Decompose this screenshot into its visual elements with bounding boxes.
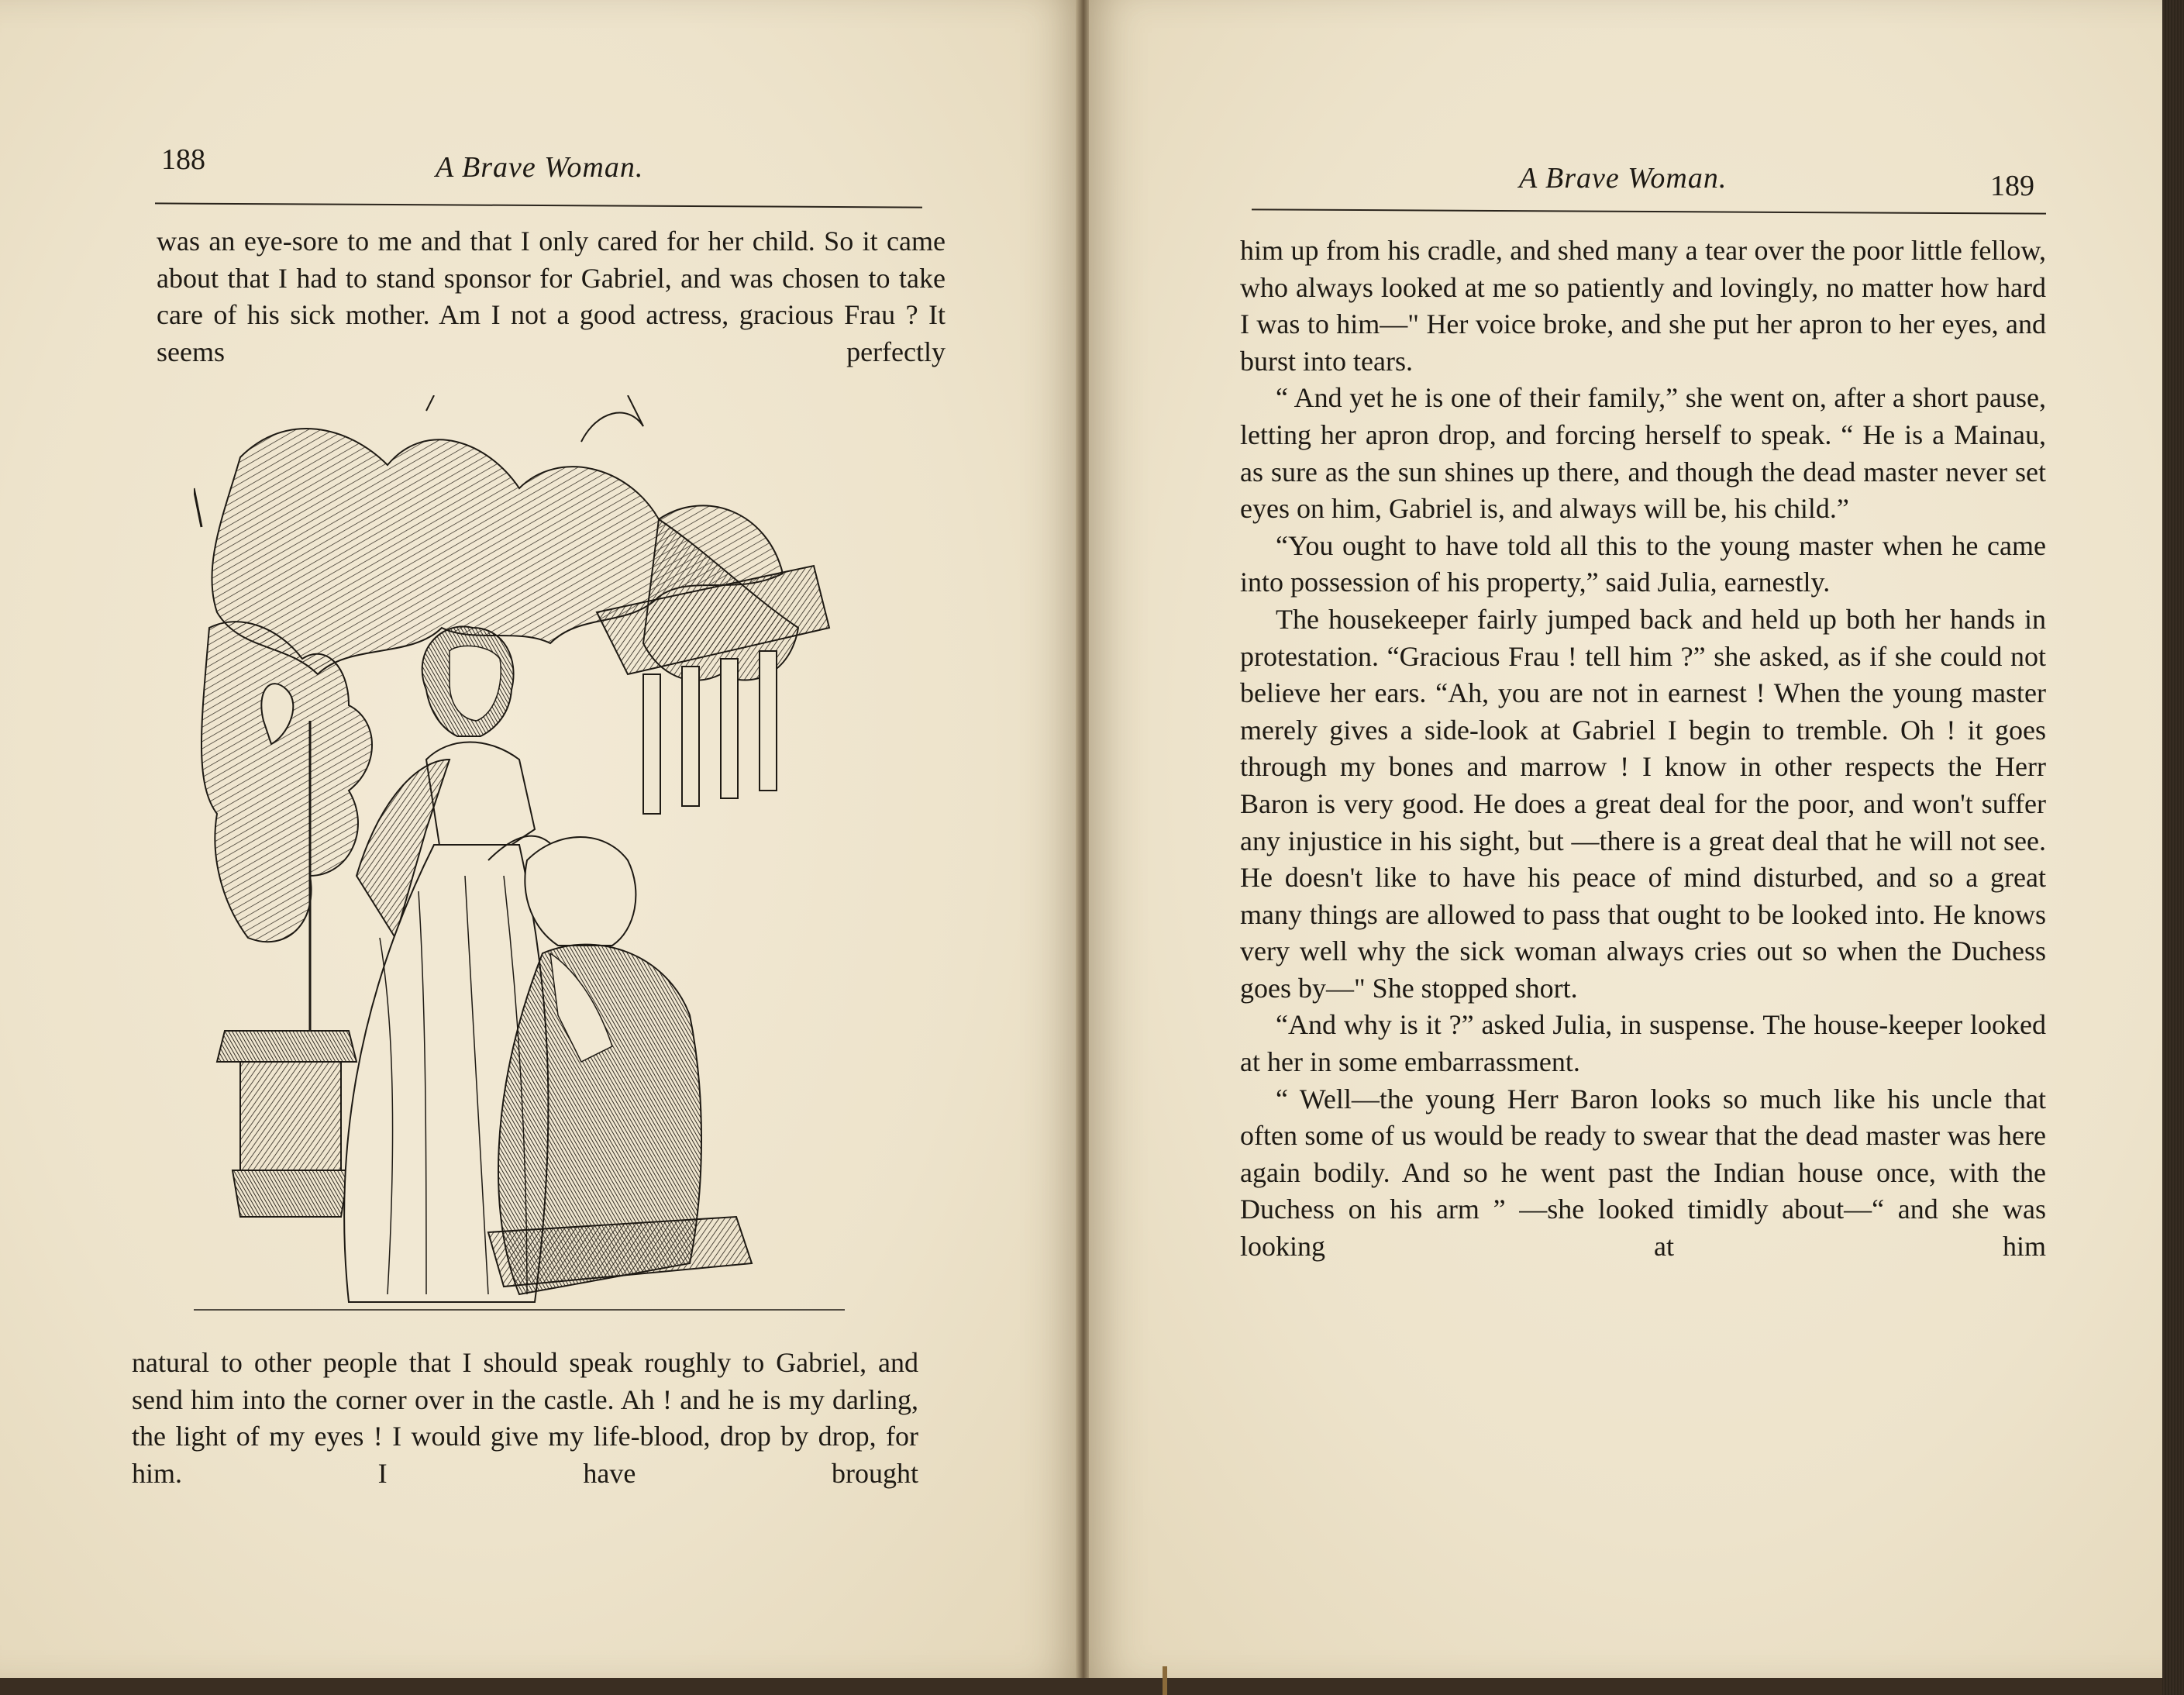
right-paragraph-4: The housekeeper fairly jumped back and held up both her hands in protestation. “Gracious Frau ! tell him ?” she asked, as if she could not believe her ears. “Ah, you are not in earnest ! When the young master merely gives a side-look at Gabriel I begin to tremble. Oh ! it goes through my bones and marrow ! I know in other respects the Herr Baron is very good. He does a great deal for the poor, and won't suffer any injustice in his sight, but —there is a great deal that he will not see. He doesn't like to have his peace of mind disturbed, and so a great many things are allowed to pass that ought to be looked into. He knows very well why the sick woman always cries out so when the Duchess goes by—" She stopped short.	[1240, 603, 2046, 1004]
right-paragraph-2: “ And yet he is one of their family,” she went on, after a short pause, letting her apron drop, and forcing herself to speak. “ He is a Mainau, as sure as the sun shines up there, and though the dead master never set eyes on him, Gabriel is, and always will be, his child.”	[1240, 382, 2046, 525]
right-paragraph-5: “And why is it ?” asked Julia, in suspense. The house-keeper looked at her in some embarrassment.	[1240, 1009, 2046, 1078]
bookmark-ribbon	[1163, 1666, 1167, 1695]
book-edge	[2162, 0, 2184, 1695]
left-page	[0, 0, 1079, 1678]
engraving-illustration	[194, 395, 845, 1325]
right-text	[1240, 233, 2046, 1266]
left-paragraph-bottom: natural to other people that I should speak roughly to Gabriel, and send him into the corner over in the castle. Ah ! and he is my darling, the light of my eyes ! I would give my life-blood, drop by drop, for him. I have brought	[132, 1347, 918, 1489]
right-header-rule	[1252, 208, 2046, 214]
left-text-bottom	[132, 1345, 918, 1492]
right-running-title: A Brave Woman.	[1519, 162, 1728, 195]
right-page-number: 189	[1990, 170, 2034, 202]
right-page	[1089, 0, 2166, 1678]
left-paragraph-top: was an eye-sore to me and that I only cared for her child. So it came about that I had to stand sponsor for Gabriel, and was chosen to take care of his sick mother. Am I not a good actress, gracious Frau ? It seems perfectly	[157, 226, 946, 367]
left-header-rule	[155, 202, 922, 208]
left-running-title: A Brave Woman.	[436, 151, 644, 184]
left-text-top	[157, 223, 946, 370]
left-page-number: 188	[161, 143, 205, 176]
right-paragraph-1: him up from his cradle, and shed many a tear over the poor little fellow, who always looked at me so patiently and lovingly, no matter how hard I was to him—" Her voice broke, and she put her apron to her eyes, and burst into tears.	[1240, 235, 2046, 377]
right-paragraph-3: “You ought to have told all this to the young master when he came into possession of his property,” said Julia, earnestly.	[1240, 529, 2046, 598]
right-paragraph-6: “ Well—the young Herr Baron looks so much like his uncle that often some of us would be ready to swear that the dead master was here again bodily. And so he went past the Indian house once, with the Duchess on his arm ” —she looked timidly about—“ and she was looking at him	[1240, 1083, 2046, 1263]
